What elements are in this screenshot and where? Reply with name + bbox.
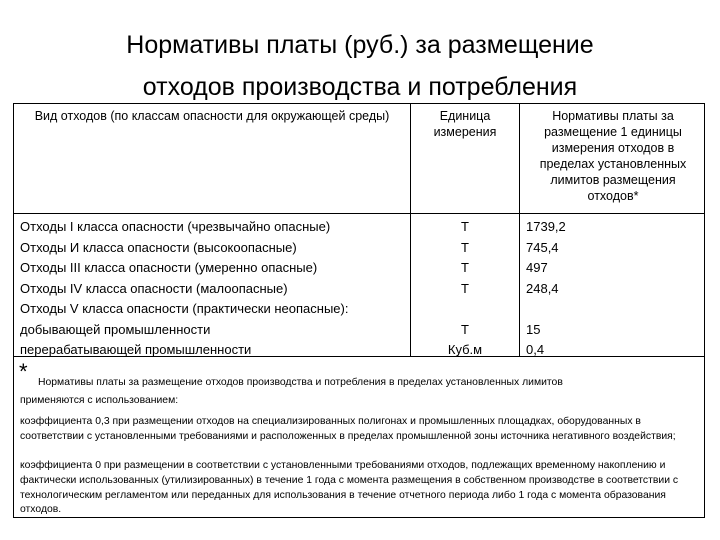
table-row-unit: Т [461, 260, 469, 275]
table-row-rate: 248,4 [526, 280, 559, 296]
table-row-rate: 15 [526, 321, 541, 337]
table-row-name: перерабатывающей промышленности [20, 342, 252, 357]
table-row-unit: Куб.м [447, 342, 483, 357]
header-unit: Единица измерения [433, 109, 497, 139]
unit-column [412, 217, 518, 361]
page-title-line-2: отходов производства и потребления [142, 73, 578, 101]
waste-type-column [20, 217, 348, 361]
table-row-name: добывающей промышленности [20, 321, 211, 337]
table-row-rate [526, 299, 566, 320]
table-row-name: Отходы I класса опасности (чрезвычайно опасные) [20, 219, 331, 234]
header-divider [14, 213, 704, 214]
footnote-line-2: применяются с использованием: [20, 395, 179, 406]
table-row-name: Отходы IV класса опасности (малоопасные) [20, 280, 288, 296]
table-row-name: Отходы И класса опасности (высокоопасные) [20, 239, 297, 255]
header-rate: Нормативы платы за размещение 1 единицы измерения отходов в пределах установленных лимитов размещения отходов* [539, 109, 687, 203]
footnote-coefficient-03: коэффициента 0,3 при размещении отходов на специализированных полигонах и промышленных площадках, оборудованных в соответствии с установленными требованиями и расположенных в пределах промышленной зоны источника негативного воздействия; [20, 416, 676, 442]
page-title-line-1: Нормативы платы (руб.) за размещение [126, 31, 594, 59]
table-row-unit [412, 299, 518, 320]
rate-column [526, 217, 566, 361]
table-row-unit: Т [461, 239, 469, 255]
table-row-name: Отходы V класса опасности (практически неопасные): [20, 301, 349, 316]
table-row-rate: 0,4 [526, 342, 545, 357]
table-row-unit: Т [461, 219, 469, 234]
col-divider-1 [410, 104, 411, 356]
table-row-name: Отходы III класса опасности (умеренно опасные) [20, 260, 318, 275]
footnote-line-1: Нормативы платы за размещение отходов производства и потребления в пределах установленных лимитов [38, 377, 563, 388]
table-row-unit: Т [461, 321, 469, 337]
footnote-marker: * [19, 359, 28, 384]
table-row-rate: 745,4 [526, 239, 559, 255]
footnote-coefficient-0: коэффициента 0 при размещении в соответствии с установленными требованиями отходов, подлежащих временному накоплению и фактически использованных (утилизированных) в течение 1 года с момента размещения в собственном производстве в соответствии с технологическим регламентом или переданных для использования в течение отчетного периода либо 1 года с момента образования отходов. [20, 460, 679, 516]
table-row-rate: 497 [526, 260, 548, 275]
table-row-unit: Т [461, 280, 469, 296]
fee-table [13, 103, 705, 518]
header-waste-type: Вид отходов (по классам опасности для окружающей среды) [34, 109, 390, 123]
table-row-rate: 1739,2 [526, 219, 566, 234]
col-divider-2 [519, 104, 520, 356]
